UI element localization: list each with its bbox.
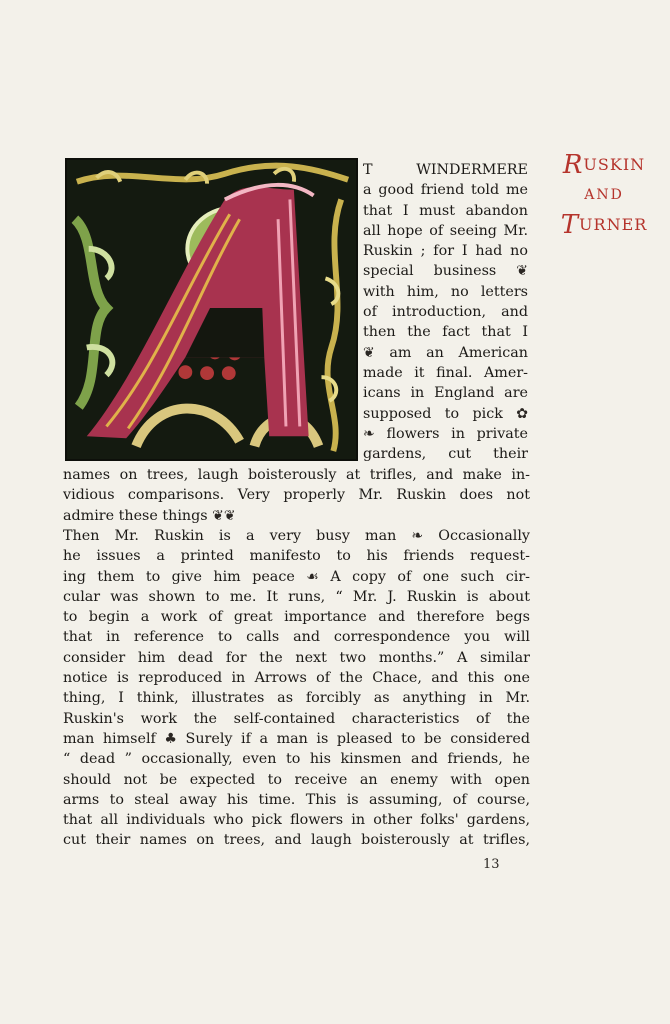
p2-line-4: cular was shown to me. It runs, “ Mr. J. Ruskin is about xyxy=(63,588,530,605)
title-cap-r: R xyxy=(562,150,584,180)
full-line-1: names on trees, laugh boisterously at trifles, and make in- xyxy=(63,467,530,483)
title-cap-t: T xyxy=(560,210,580,240)
p2-line-15: that all individuals who pick flowers in other folks' gardens, xyxy=(63,812,530,829)
col-line-8: of introduction, and xyxy=(363,304,528,321)
side-title xyxy=(548,150,660,240)
col-line-7: with him, no letters xyxy=(363,283,528,300)
paragraph-2 xyxy=(63,526,530,851)
p2-line-3b: A copy of one such cir- xyxy=(330,568,530,585)
col-line-10 xyxy=(363,343,528,363)
p2-line-1 xyxy=(63,526,530,546)
p2-line-2: he issues a printed manifesto to his friends request- xyxy=(63,548,530,565)
col-line-1: T WINDERMERE xyxy=(363,162,528,178)
p2-line-11b: Surely if a man is pleased to be considered xyxy=(185,730,530,747)
column-text xyxy=(363,160,528,464)
p2-line-12: “ dead ” occasionally, even to his kinsmen and friends, he xyxy=(63,751,530,768)
p2-line-9: thing, I think, illustrates as forcibly as anything in Mr. xyxy=(63,690,530,707)
p2-line-10: Ruskin's work the self-contained characteristics of the xyxy=(63,710,530,727)
p2-line-11a: man himself xyxy=(63,730,156,747)
col-line-5: Ruskin ; for I had no xyxy=(363,243,528,260)
p2-line-7: consider him dead for the next two months.” A similar xyxy=(63,649,530,666)
p2-line-16: cut their names on trees, and laugh boisterously at trifles, xyxy=(63,832,530,849)
scroll-ornament-icon: ☙ xyxy=(306,568,319,585)
p2-line-1b: Occasionally xyxy=(438,528,530,544)
flower-ornament-icon: ✿ xyxy=(516,405,528,422)
p2-line-8: notice is reproduced in Arrows of the Chace, and this one xyxy=(63,670,530,687)
full-line-3 xyxy=(63,506,530,526)
col-line-2: a good friend told me xyxy=(363,182,528,199)
page-number: 13 xyxy=(483,857,500,872)
p2-line-11 xyxy=(63,729,530,749)
clover-ornament-icon: ♣ xyxy=(164,730,177,747)
col-line-4: all hope of seeing Mr. xyxy=(363,222,528,239)
col-line-10-text: am an American xyxy=(389,344,528,361)
leaf-ornament-icon: ❦ xyxy=(516,263,528,280)
leaf-ornament-icon: ❧ xyxy=(411,528,424,544)
p2-line-1a: Then Mr. Ruskin is a very busy man xyxy=(63,528,397,544)
p2-line-5: to begin a work of great importance and therefore begs xyxy=(63,609,530,626)
scroll-ornament-icon: ❦❦ xyxy=(212,507,236,524)
col-line-6 xyxy=(363,261,528,281)
p2-line-13: should not be expected to receive an enemy with open xyxy=(63,771,530,788)
p2-line-14: arms to steal away his time. This is assuming, of course, xyxy=(63,791,530,808)
col-line-14-text: flowers in private xyxy=(386,425,528,442)
p2-line-3a: ing them to give him peace xyxy=(63,568,295,585)
col-line-11: made it final. Amer- xyxy=(363,364,528,381)
illuminated-initial-icon xyxy=(65,158,358,461)
full-line-2: vidious comparisons. Very properly Mr. Ruskin does not xyxy=(63,487,530,504)
col-line-6-text: special business xyxy=(363,263,497,280)
title-and: AND xyxy=(584,187,624,203)
title-turner: URNER xyxy=(579,215,648,234)
col-line-13 xyxy=(363,404,528,424)
leaf-ornament-icon: ❦ xyxy=(363,344,375,361)
leaf-ornament-icon: ❧ xyxy=(363,425,375,442)
p2-line-6: that in reference to calls and correspondence you will xyxy=(63,629,530,646)
col-line-13-text: supposed to pick xyxy=(363,405,503,422)
paragraph-1-tail xyxy=(63,465,530,526)
col-line-9: then the fact that I xyxy=(363,324,528,341)
title-ruskin: USKIN xyxy=(583,155,646,174)
col-line-15: gardens, cut their xyxy=(363,446,528,463)
p2-line-3 xyxy=(63,567,530,587)
col-line-3: that I must abandon xyxy=(363,202,528,219)
full-line-3-text: admire these things xyxy=(63,507,208,524)
col-line-12: icans in England are xyxy=(363,385,528,402)
col-line-14 xyxy=(363,424,528,444)
initial-a-svg xyxy=(67,160,356,459)
